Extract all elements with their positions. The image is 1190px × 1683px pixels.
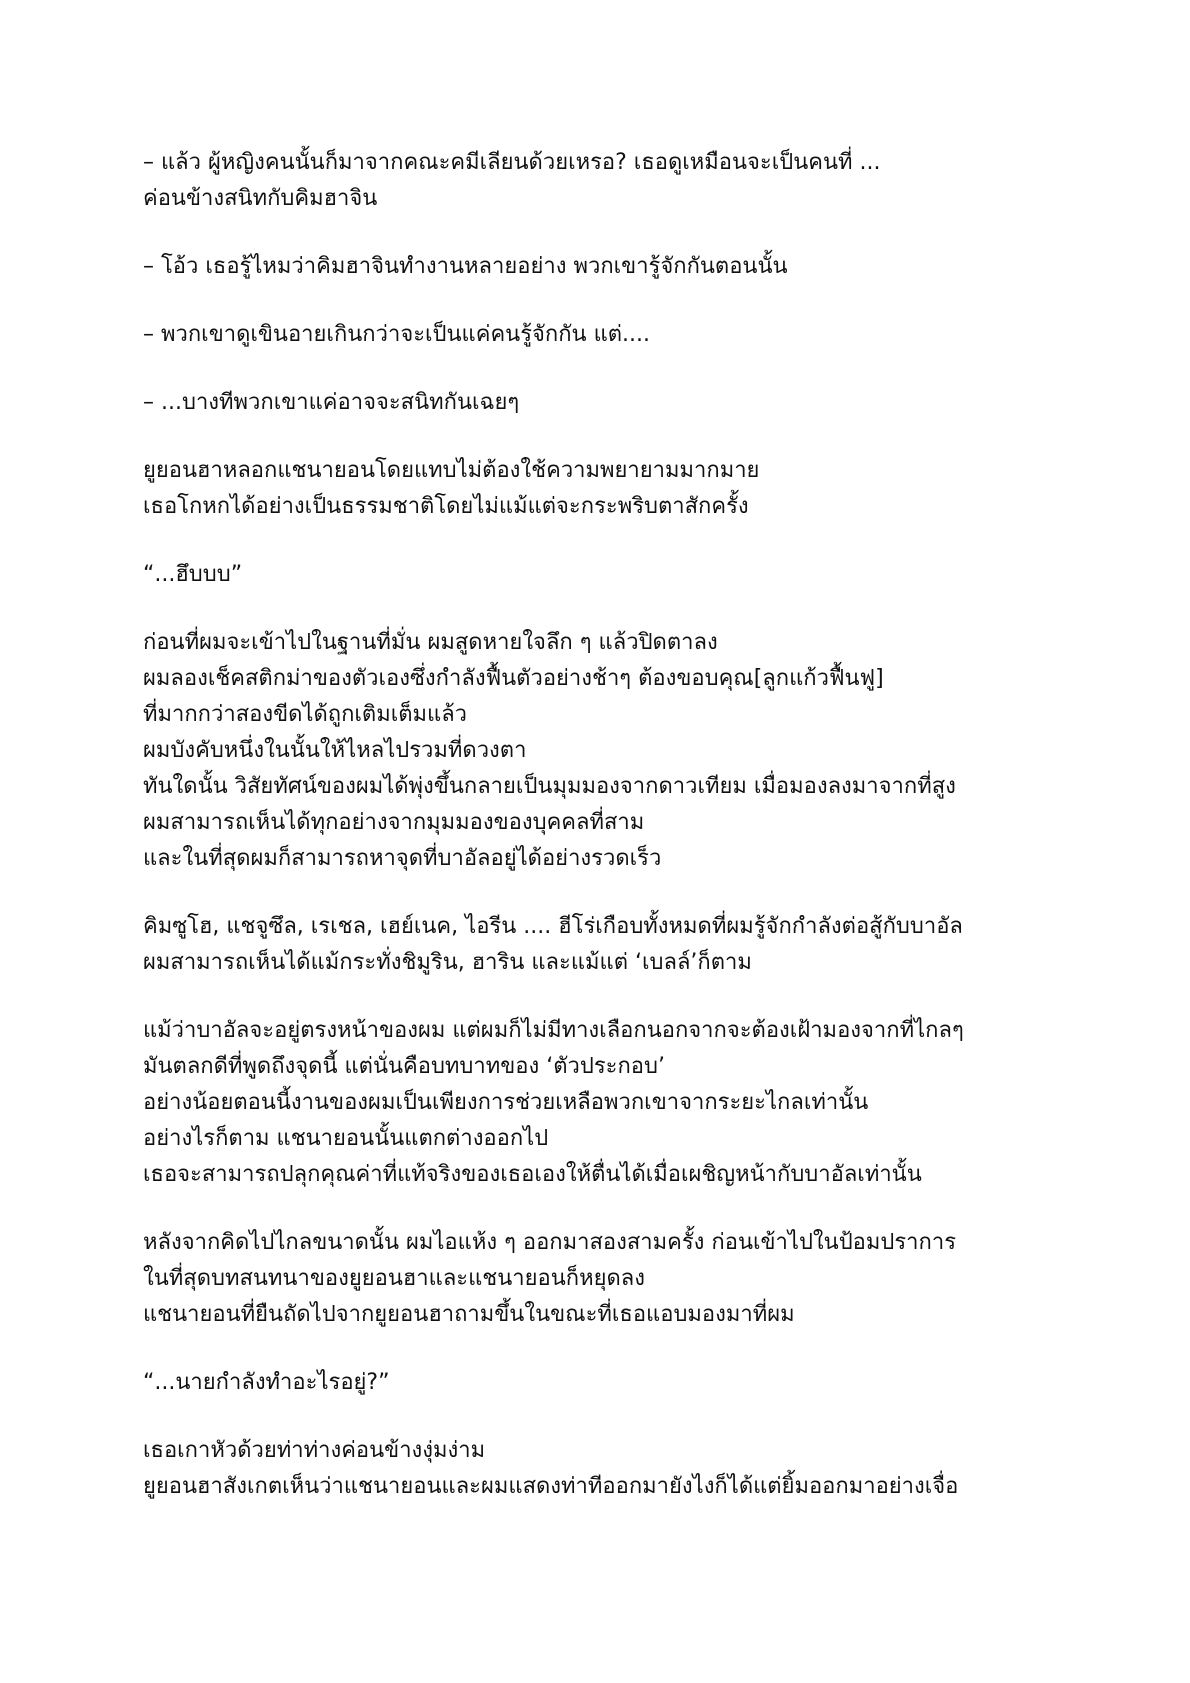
- text-line: ผมลองเช็คสติกม่าของตัวเองซึ่งกำลังฟื้นตัวอย่างช้าๆ ต้องขอบคุณ[ลูกแก้วฟื้นฟู]: [143, 666, 884, 691]
- paragraph: [143, 1225, 1073, 1333]
- text-line: ก่อนที่ผมจะเข้าไปในฐานที่มั่น ผมสูดหายใจลึก ๆ แล้วปิดตาลง: [143, 630, 718, 655]
- text-line: อย่างน้อยตอนนี้งานของผมเป็นเพียงการช่วยเหลือพวกเขาจากระยะไกลเท่านั้น: [143, 1090, 869, 1115]
- text-line: – โอ้ว เธอรู้ไหมว่าคิมฮาจินทำงานหลายอย่าง พวกเขารู้จักกันตอนนั้น: [143, 254, 788, 279]
- text-line: “...นายกำลังทำอะไรอยู่?”: [143, 1370, 390, 1395]
- paragraph: [143, 317, 1073, 353]
- text-line: หลังจากคิดไปไกลขนาดนั้น ผมไอแห้ง ๆ ออกมาสองสามครั้ง ก่อนเข้าไปในป้อมปราการ: [143, 1230, 957, 1255]
- text-line: แม้ว่าบาอัลจะอยู่ตรงหน้าของผม แต่ผมก็ไม่มีทางเลือกนอกจากจะต้องเฝ้ามองจากที่ไกลๆ: [143, 1018, 964, 1043]
- text-line: และในที่สุดผมก็สามารถหาจุดที่บาอัลอยู่ได้อย่างรวดเร็ว: [143, 846, 662, 871]
- text-line: ยูยอนฮาหลอกแชนายอนโดยแทบไม่ต้องใช้ความพยายามมากมาย: [143, 458, 760, 483]
- text-line: ผมสามารถเห็นได้แม้กระทั่งชิมูริน, ฮาริน และแม้แต่ ‘เบลล์’ก็ตาม: [143, 950, 752, 975]
- text-line: ผมบังคับหนึ่งในนั้นให้ไหลไปรวมที่ดวงตา: [143, 738, 527, 763]
- paragraph: [143, 249, 1073, 285]
- paragraph: [143, 1013, 1073, 1193]
- paragraph: [143, 625, 1073, 877]
- text-line: ค่อนข้างสนิทกับคิมฮาจิน: [143, 186, 378, 211]
- text-line: “...ฮึบบบ”: [143, 562, 243, 587]
- text-line: เธอจะสามารถปลุกคุณค่าที่แท้จริงของเธอเองให้ตื่นได้เมื่อเผชิญหน้ากับบาอัลเท่านั้น: [143, 1162, 922, 1187]
- text-line: มันตลกดีที่พูดถึงจุดนี้ แต่นั่นคือบทบาทของ ‘ตัวประกอบ’: [143, 1054, 665, 1079]
- text-line: – พวกเขาดูเขินอายเกินกว่าจะเป็นแค่คนรู้จักกัน แต่....: [143, 322, 651, 347]
- text-line: ยูยอนฮาสังเกตเห็นว่าแชนายอนและผมแสดงท่าทีออกมายังไงก็ได้แต่ยิ้มออกมาอย่างเจื่อ: [143, 1474, 959, 1499]
- text-line: เธอเกาหัวด้วยท่าท่างค่อนข้างงุ่มง่าม: [143, 1438, 486, 1463]
- text-line: คิมซูโฮ, แชจูซึล, เรเชล, เฮย์เนค, ไอรีน .... ฮีโร่เกือบทั้งหมดที่ผมรู้จักกำลังต่อสู้กับบาอัล: [143, 914, 963, 939]
- paragraph: [143, 385, 1073, 421]
- text-line: ทันใดนั้น วิสัยทัศน์ของผมได้พุ่งขึ้นกลายเป็นมุมมองจากดาวเทียม เมื่อมองลงมาจากที่สูง: [143, 774, 956, 799]
- paragraph: [143, 1433, 1073, 1505]
- text-line: ผมสามารถเห็นได้ทุกอย่างจากมุมมองของบุคคลที่สาม: [143, 810, 645, 835]
- text-line: ในที่สุดบทสนทนาของยูยอนฮาและแชนายอนก็หยุดลง: [143, 1266, 645, 1291]
- paragraph: [143, 145, 1073, 217]
- paragraph: [143, 1365, 1073, 1401]
- text-line: ที่มากกว่าสองขีดได้ถูกเติมเต็มแล้ว: [143, 702, 468, 727]
- text-line: – แล้ว ผู้หญิงคนนั้นก็มาจากคณะคมีเลียนด้วยเหรอ? เธอดูเหมือนจะเป็นคนที่ ...: [143, 150, 881, 175]
- paragraph: [143, 909, 1073, 981]
- text-line: อย่างไรก็ตาม แชนายอนนั้นแตกต่างออกไป: [143, 1126, 549, 1151]
- paragraph: [143, 557, 1073, 593]
- paragraph: [143, 453, 1073, 525]
- text-line: แชนายอนที่ยืนถัดไปจากยูยอนฮาถามขึ้นในขณะที่เธอแอบมองมาที่ผม: [143, 1302, 795, 1327]
- text-line: เธอโกหกได้อย่างเป็นธรรมชาติโดยไม่แม้แต่จะกระพริบตาสักครั้ง: [143, 494, 749, 519]
- text-line: – ...บางทีพวกเขาแค่อาจจะสนิทกันเฉยๆ: [143, 390, 520, 415]
- document-body: [143, 145, 1073, 1537]
